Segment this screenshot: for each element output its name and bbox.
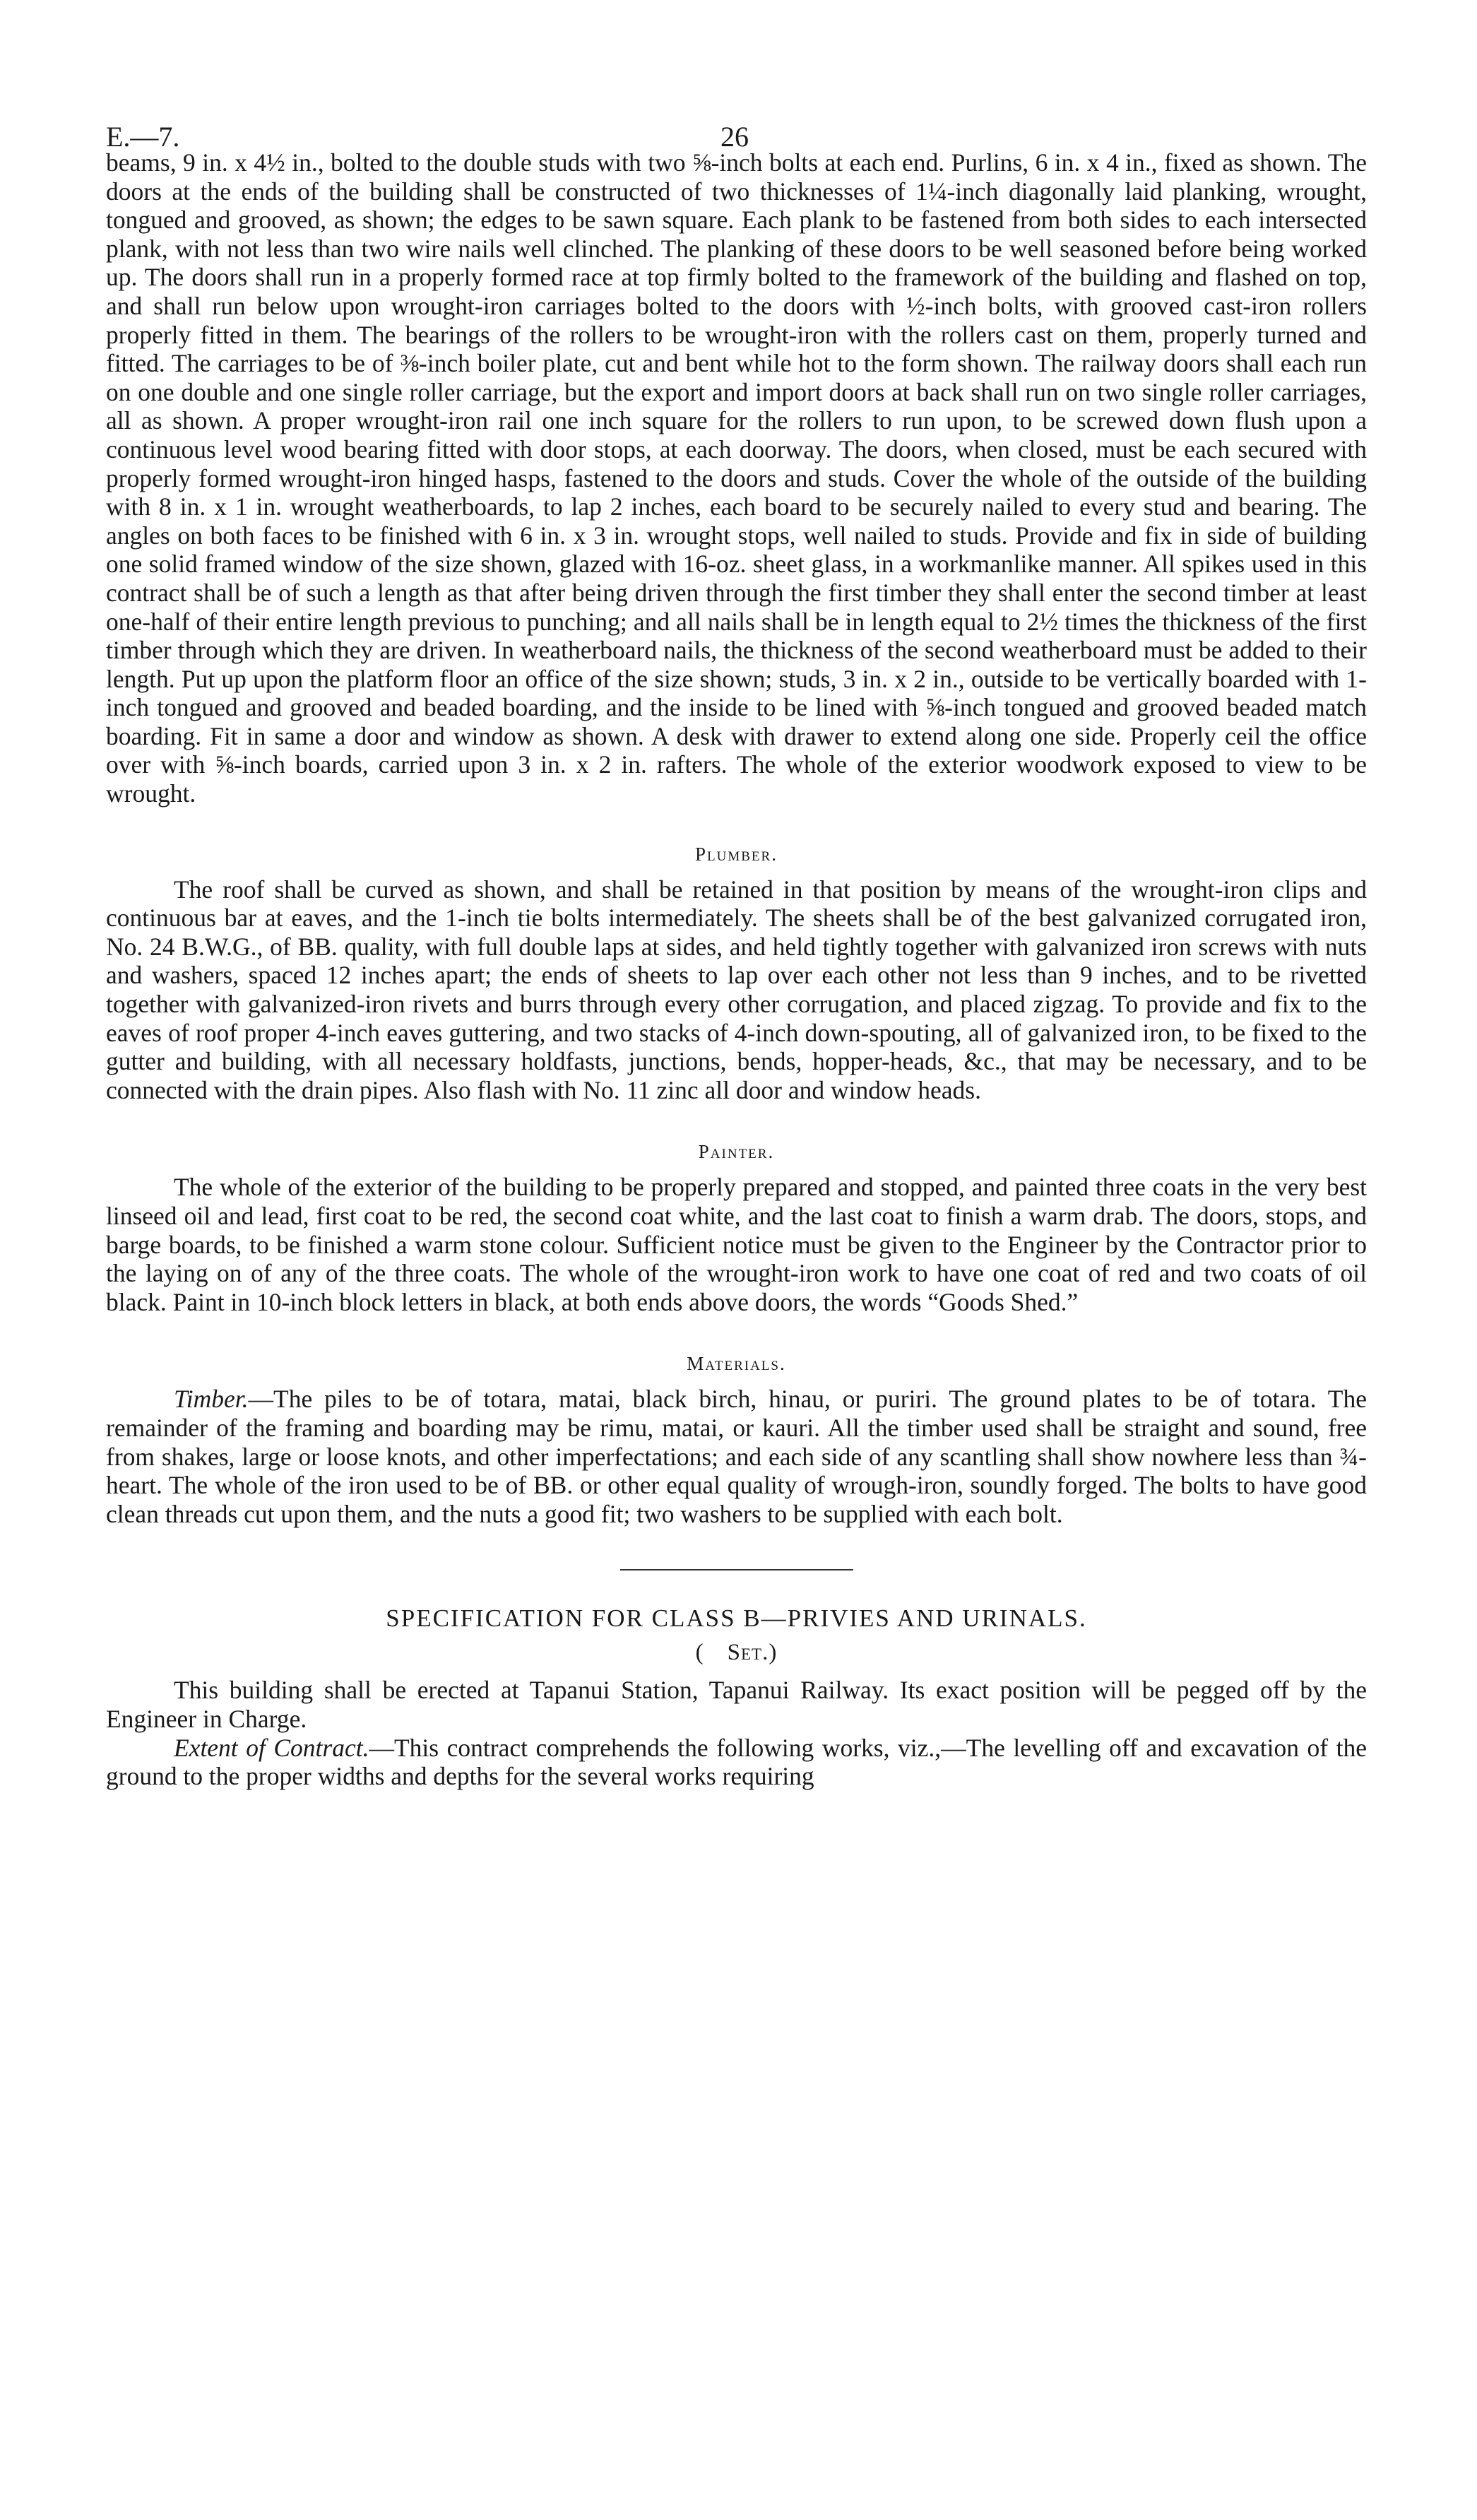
page-number: 26 — [720, 121, 749, 153]
set-open-paren: ( — [695, 1640, 704, 1666]
plumber-heading: Plumber. — [695, 843, 778, 865]
extent-lead: Extent of Contract. — [174, 1733, 369, 1762]
painter-paragraph: The whole of the exterior of the building to be properly prepared and stopped, and painted three coats in the very best linseed oil and lead, first coat to be red, the second coat white, and the last coat to finish a warm drab. The doors, stops, and barge boards, to be finished a warm stone colour. Sufficient notice must be given to the Engineer by the Contractor prior to the laying on of any of the three coats. The whole of the wrought-iron work to have one coat of red and two coats of oil black. Paint in 10-inch block letters in black, at both ends above doors, the words “Goods Shed.” — [106, 1173, 1367, 1316]
timber-text: —The piles to be of totara, matai, black birch, hinau, or puriri. The ground plates to be of totara. The remainder of the framing and boarding may be rimu, matai, or kauri. All the timber used shall be straight and sound, free from shakes, large or loose knots, and other imperfectations; and each side of any scantling shall show nowhere less than ¾-heart. The whole of the iron used to be of BB. or other equal quality of wrough-iron, soundly forged. The bolts to have good clean threads cut upon them, and the nuts a good fit; two washers to be supplied with each bolt. — [106, 1385, 1367, 1528]
materials-heading: Materials. — [687, 1353, 786, 1375]
extent-text: —This contract comprehends the following works, viz.,—The levelling off and excavation of the ground to the proper widths and depths for the several works requiring — [106, 1733, 1368, 1791]
set-label — [106, 1640, 1367, 1666]
document-reference: E.—7. — [106, 121, 180, 153]
specification-title: SPECIFICATION FOR CLASS B—PRIVIES AND URINALS. — [386, 1604, 1087, 1633]
page-header — [106, 106, 1367, 153]
materials-paragraph — [106, 1385, 1367, 1528]
document-page — [106, 106, 1367, 1791]
painter-heading: Painter. — [698, 1141, 775, 1163]
set-word: Set.) — [727, 1640, 778, 1666]
extent-paragraph — [106, 1734, 1367, 1791]
location-paragraph: This building shall be erected at Tapanui Station, Tapanui Railway. Its exact position will be pegged off by the Engineer in Charge. — [106, 1676, 1367, 1733]
intro-paragraph: beams, 9 in. x 4½ in., bolted to the double studs with two ⅝-inch bolts at each end. Purlins, 6 in. x 4 in., fixed as shown. The doors at the ends of the building shall be constructed of two thicknesses of 1¼-inch diagonally laid planking, wrought, tongued and grooved, as shown; the edges to be sawn square. Each plank to be fastened from both sides to each intersected plank, with not less than two wire nails well clinched. The planking of these doors to be well seasoned before being worked up. The doors shall run in a properly formed race at top firmly bolted to the framework of the building and flashed on top, and shall run below upon wrought-iron carriages bolted to the doors with ½-inch bolts, with grooved cast-iron rollers properly fitted in them. The bearings of the rollers to be wrought-iron with the rollers cast on them, properly turned and fitted. The carriages to be of ⅜-inch boiler plate, cut and bent while hot to the form shown. The railway doors shall each run on one double and one single roller carriage, but the export and import doors at back shall run on two single roller carriages, all as shown. A proper wrought-iron rail one inch square for the rollers to run upon, to be screwed down flush upon a continuous level wood bearing fitted with door stops, at each doorway. The doors, when closed, must be each secured with properly formed wrought-iron hinged hasps, fastened to the doors and studs. Cover the whole of the outside of the building with 8 in. x 1 in. wrought weatherboards, to lap 2 inches, each board to be securely nailed to every stud and bearing. The angles on both faces to be finished with 6 in. x 3 in. wrought stops, well nailed to studs. Provide and fix in side of building one solid framed window of the size shown, glazed with 16-oz. sheet glass, in a workmanlike manner. All spikes used in this contract shall be of such a length as that after being driven through the first timber they shall enter the second timber at least one-half of their entire length previous to punching; and all nails shall be in length equal to 2½ times the thickness of the first timber through which they are driven. In weatherboard nails, the thickness of the second weatherboard must be added to their length. Put up upon the platform floor an office of the size shown; studs, 3 in. x 2 in., outside to be vertically boarded with 1-inch tongued and grooved and beaded boarding, and the inside to be lined with ⅝-inch tongued and grooved beaded match boarding. Fit in same a door and window as shown. A desk with drawer to extend along one side. Properly ceil the office over with ⅝-inch boards, carried upon 3 in. x 2 in. rafters. The whole of the exterior woodwork exposed to view to be wrought. — [106, 148, 1367, 808]
plumber-paragraph: The roof shall be curved as shown, and shall be retained in that position by means of the wrought-iron clips and continuous bar at eaves, and the 1-inch tie bolts intermediately. The sheets shall be of the best galvanized corrugated iron, No. 24 B.W.G., of BB. quality, with full double laps at sides, and held tightly together with galvanized iron screws with nuts and washers, spaced 12 inches apart; the ends of sheets to lap over each other not less than 9 inches, and to be rivetted together with galvanized-iron rivets and burrs through every other corrugation, and placed zigzag. To provide and fix to the eaves of roof proper 4-inch eaves guttering, and two stacks of 4-inch down-spouting, all of galvanized iron, to be fixed to the gutter and building, with all necessary holdfasts, junctions, bends, hopper-heads, &c., that may be necessary, and to be connected with the drain pipes. Also flash with No. 11 zinc all door and window heads. — [106, 875, 1367, 1104]
section-divider — [620, 1569, 853, 1570]
timber-lead: Timber. — [174, 1385, 249, 1414]
